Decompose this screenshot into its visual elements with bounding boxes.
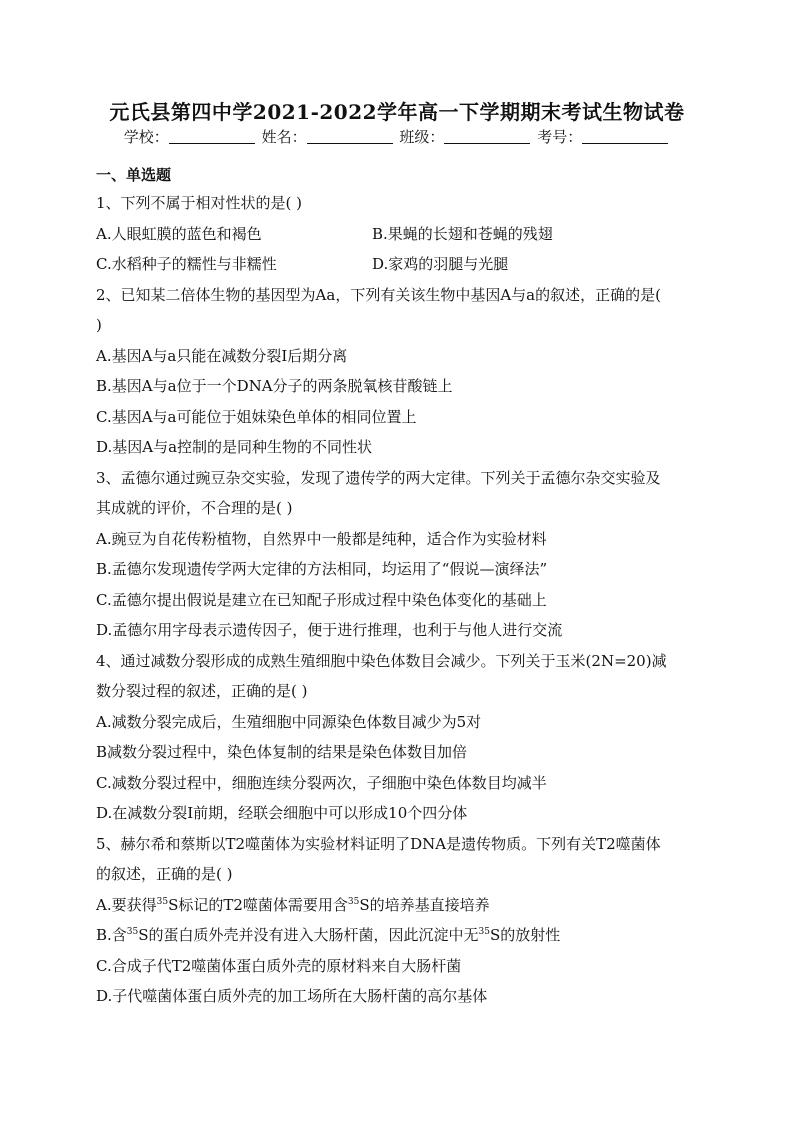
option-c[interactable]: C.减数分裂过程中，细胞连续分裂两次，子细胞中染色体数目均减半 xyxy=(96,773,547,792)
option-d[interactable]: D.孟德尔用字母表示遗传因子，便于进行推理，也利于与他人进行交流 xyxy=(96,621,563,639)
question-stem: 5、赫尔希和蔡斯以T2噬菌体为实验材料证明了DNA是遗传物质。下列有关T2噬菌体 xyxy=(96,834,661,853)
option-c[interactable]: C.孟德尔提出假说是建立在已知配子形成过程中染色体变化的基础上 xyxy=(96,590,547,609)
question-3 xyxy=(96,463,696,646)
question-2 xyxy=(96,280,696,463)
question-1 xyxy=(96,188,696,280)
student-info-row xyxy=(0,126,794,147)
option-d[interactable]: D.基因A与a控制的是同种生物的不同性状 xyxy=(96,438,373,456)
question-5 xyxy=(96,829,696,1012)
option-c[interactable]: C.水稻种子的糯性与非糯性 xyxy=(96,255,277,273)
questions-content xyxy=(96,162,696,1012)
option-b[interactable]: B.基因A与a位于一个DNA分子的两条脱氧核苷酸链上 xyxy=(96,377,453,395)
option-c[interactable]: C.基因A与a可能位于姐妹染色单体的相同位置上 xyxy=(96,407,417,426)
option-row xyxy=(96,219,696,250)
option-d[interactable]: D.子代噬菌体蛋白质外壳的加工场所在大肠杆菌的高尔基体 xyxy=(96,987,488,1005)
school-blank[interactable] xyxy=(169,129,255,144)
option-a[interactable]: A.基因A与a只能在减数分裂I后期分离 xyxy=(96,346,348,365)
exam-title: 元氏县第四中学2021-2022学年高一下学期期末考试生物试卷 xyxy=(109,100,685,124)
option-a[interactable]: A.要获得$^{35}$S标记的T2噬菌体需要用含$^{35}$S的培养基直接培养 xyxy=(96,895,490,914)
question-stem-cont: ) xyxy=(96,316,102,334)
class-blank[interactable] xyxy=(444,129,530,144)
exam-number-blank[interactable] xyxy=(582,129,668,144)
question-4 xyxy=(96,646,696,829)
question-stem-cont: 的叙述，正确的是( ) xyxy=(96,865,233,883)
option-d[interactable]: D.家鸡的羽腿与光腿 xyxy=(372,255,509,273)
exam-number-label: 考号： xyxy=(537,128,583,146)
option-a[interactable]: A.人眼虹膜的蓝色和褐色 xyxy=(96,224,262,243)
question-stem: 4、通过减数分裂形成的成熟生殖细胞中染色体数目会减少。下列关于玉米(2N=20)减 xyxy=(96,651,667,670)
question-stem-cont: 其成就的评价，不合理的是( ) xyxy=(96,499,293,517)
class-label: 班级： xyxy=(399,128,445,146)
option-b[interactable]: B.含$^{35}$S的蛋白质外壳并没有进入大肠杆菌，因此沉淀中无$^{35}$S的放射性 xyxy=(96,926,561,944)
option-b[interactable]: B.孟德尔发现遗传学两大定律的方法相同，均运用了“假说—演绎法” xyxy=(96,560,548,578)
question-stem: 2、已知某二倍体生物的基因型为Aa，下列有关该生物中基因A与a的叙述，正确的是( xyxy=(96,285,661,304)
question-stem: 3、孟德尔通过豌豆杂交实验，发现了遗传学的两大定律。下列关于孟德尔杂交实验及 xyxy=(96,468,661,487)
option-c[interactable]: C.合成子代T2噬菌体蛋白质外壳的原材料来自大肠杆菌 xyxy=(96,956,462,975)
option-b[interactable]: B减数分裂过程中，染色体复制的结果是染色体数目加倍 xyxy=(96,743,468,761)
school-label: 学校： xyxy=(123,128,169,146)
question-stem: 1、下列不属于相对性状的是( ) xyxy=(96,194,303,212)
option-d[interactable]: D.在减数分裂I前期，经联会细胞中可以形成10个四分体 xyxy=(96,804,468,822)
question-stem-cont: 数分裂过程的叙述，正确的是( ) xyxy=(96,682,308,700)
option-b[interactable]: B.果蝇的长翅和苍蝇的残翅 xyxy=(372,224,553,243)
name-label: 姓名： xyxy=(261,128,307,146)
option-a[interactable]: A.减数分裂完成后，生殖细胞中同源染色体数目减少为5对 xyxy=(96,712,482,731)
option-row xyxy=(96,249,696,280)
section-title: 一、单选题 xyxy=(96,166,172,184)
name-blank[interactable] xyxy=(307,129,393,144)
option-a[interactable]: A.豌豆为自花传粉植物，自然界中一般都是纯种，适合作为实验材料 xyxy=(96,529,547,548)
